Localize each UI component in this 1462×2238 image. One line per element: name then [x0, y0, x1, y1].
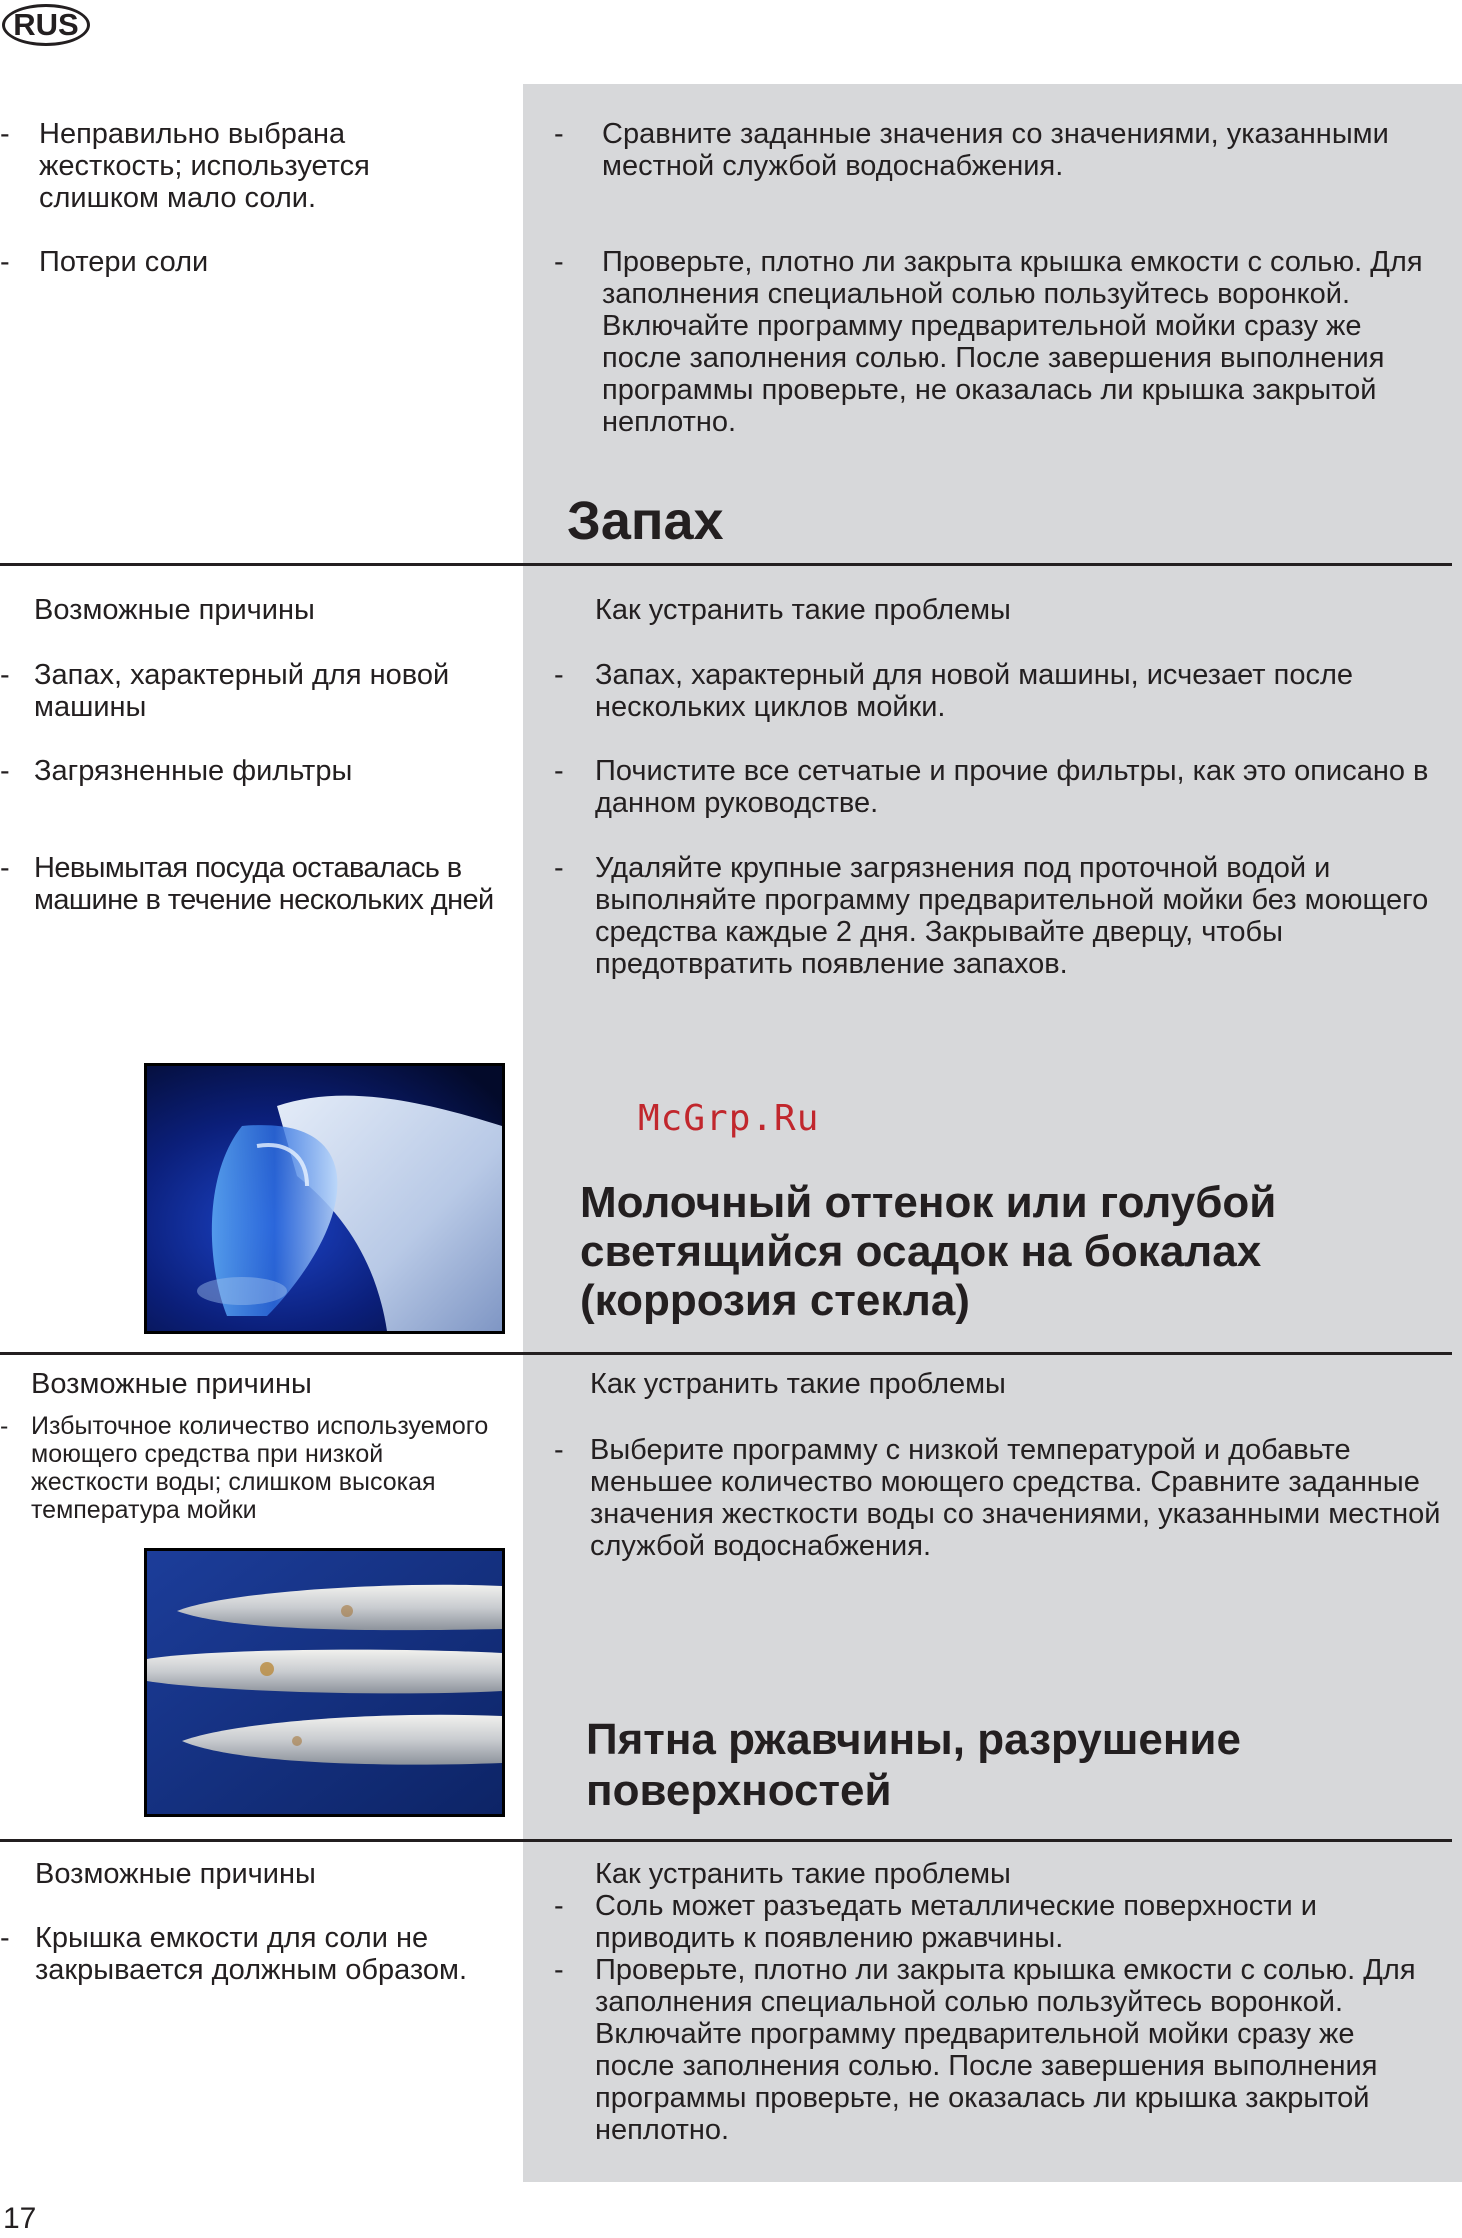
salt-cause-item	[0, 246, 450, 278]
bullet-dash: -	[554, 659, 564, 691]
rust-remedy-item	[554, 1954, 1454, 2146]
bullet-dash: -	[554, 1434, 564, 1466]
rust-remedy-text: Соль может разъедать металлические поверхности и приводить к появлению ржавчины.	[595, 1890, 1317, 1954]
salt-remedy-item	[554, 246, 1444, 438]
odor-causes-header: Возможные причины	[34, 594, 315, 626]
glass-title	[580, 1178, 1276, 1325]
odor-remedy-text: Запах, характерный для новой машины, исчезает после нескольких циклов мойки.	[595, 659, 1353, 723]
glass-photo-image	[147, 1066, 502, 1331]
watermark: McGrp.Ru	[638, 1098, 820, 1139]
odor-cause-item	[0, 755, 515, 787]
bullet-dash: -	[0, 755, 10, 787]
rust-remedy-text: Проверьте, плотно ли закрыта крышка емкости с солью. Для заполнения специальной солью пользуйтесь воронкой. Включайте программу предварительной мойки сразу же после заполнения солью. После завершения выполнения программы проверьте, не оказалась ли крышка закрытой неплотно.	[595, 1954, 1416, 2146]
odor-title: Запах	[567, 491, 724, 551]
bullet-dash: -	[0, 118, 10, 150]
rust-title	[586, 1714, 1241, 1816]
glass-causes-header: Возможные причины	[31, 1368, 312, 1400]
odor-remedies-header: Как устранить такие проблемы	[595, 594, 1011, 626]
bullet-dash: -	[0, 852, 10, 884]
glass-remedy-item	[554, 1434, 1454, 1562]
glass-title-line: светящийся осадок на бокалах	[580, 1227, 1262, 1276]
rust-cause-text: Крышка емкости для соли не закрывается должным образом.	[35, 1922, 468, 1986]
glass-photo	[144, 1063, 505, 1334]
odor-cause-item	[0, 852, 515, 916]
bullet-dash: -	[554, 1890, 564, 1922]
rust-remedy-item	[554, 1890, 1454, 1954]
odor-remedy-text: Почистите все сетчатые и прочие фильтры, как это описано в данном руководстве.	[595, 755, 1429, 819]
salt-remedy-text: Проверьте, плотно ли закрыта крышка емкости с солью. Для заполнения специальной солью пользуйтесь воронкой. Включайте программу предварительной мойки сразу же после заполнения солью. После завершения выполнения программы проверьте, не оказалась ли крышка закрытой неплотно.	[602, 246, 1423, 438]
bullet-dash: -	[554, 852, 564, 884]
bullet-dash: -	[0, 659, 10, 691]
knives-photo	[144, 1548, 505, 1817]
bullet-dash: -	[0, 1412, 9, 1440]
rust-causes-header: Возможные причины	[35, 1858, 316, 1890]
rust-title-line: Пятна ржавчины, разрушение	[586, 1715, 1241, 1764]
odor-remedy-item	[554, 755, 1454, 819]
odor-cause-text: Невымытая посуда оставалась в машине в течение нескольких дней	[34, 852, 494, 916]
glass-remedy-text: Выберите программу с низкой температурой и добавьте меньшее количество моющего средства. Сравните заданные значения жесткости воды со значениями, указанными местной службой водоснабжения.	[590, 1434, 1441, 1562]
glass-title-line: (коррозия стекла)	[580, 1276, 970, 1325]
salt-cause-text: Неправильно выбрана жесткость; используется слишком мало соли.	[39, 118, 370, 214]
odor-cause-item	[0, 659, 515, 723]
rust-remedies-header: Как устранить такие проблемы	[595, 1858, 1011, 1890]
divider-rust	[0, 1839, 1452, 1842]
divider-glass	[0, 1352, 1452, 1355]
bullet-dash: -	[554, 755, 564, 787]
odor-remedy-item	[554, 659, 1454, 723]
bullet-dash: -	[554, 1954, 564, 1986]
bullet-dash: -	[0, 1922, 10, 1954]
odor-remedy-text: Удаляйте крупные загрязнения под проточной водой и выполняйте программу предварительной мойки без моющего средства каждые 2 дня. Закрывайте дверцу, чтобы предотвратить появление запахов.	[595, 852, 1429, 980]
salt-remedy-item	[554, 118, 1444, 182]
salt-cause-text: Потери соли	[39, 246, 209, 278]
bullet-dash: -	[554, 246, 564, 278]
odor-cause-text: Загрязненные фильтры	[34, 755, 353, 787]
knives-photo-image	[147, 1551, 502, 1814]
bullet-dash: -	[0, 246, 10, 278]
glass-title-line: Молочный оттенок или голубой	[580, 1178, 1277, 1227]
glass-remedies-header: Как устранить такие проблемы	[590, 1368, 1006, 1400]
salt-cause-item	[0, 118, 450, 214]
salt-remedy-text: Сравните заданные значения со значениями, указанными местной службой водоснабжения.	[602, 118, 1389, 182]
language-badge: RUS	[2, 4, 90, 46]
odor-remedy-item	[554, 852, 1454, 980]
divider-odor	[0, 563, 1452, 566]
bullet-dash: -	[554, 118, 564, 150]
rust-cause-item	[0, 1922, 515, 1986]
odor-cause-text: Запах, характерный для новой машины	[34, 659, 450, 723]
glass-cause-text: Избыточное количество используемого моющего средства при низкой жесткости воды; слишком высокая температура мойки	[31, 1412, 489, 1524]
rust-title-line: поверхностей	[586, 1766, 892, 1815]
glass-cause-item	[0, 1412, 510, 1524]
page-number: 17	[3, 2202, 37, 2235]
